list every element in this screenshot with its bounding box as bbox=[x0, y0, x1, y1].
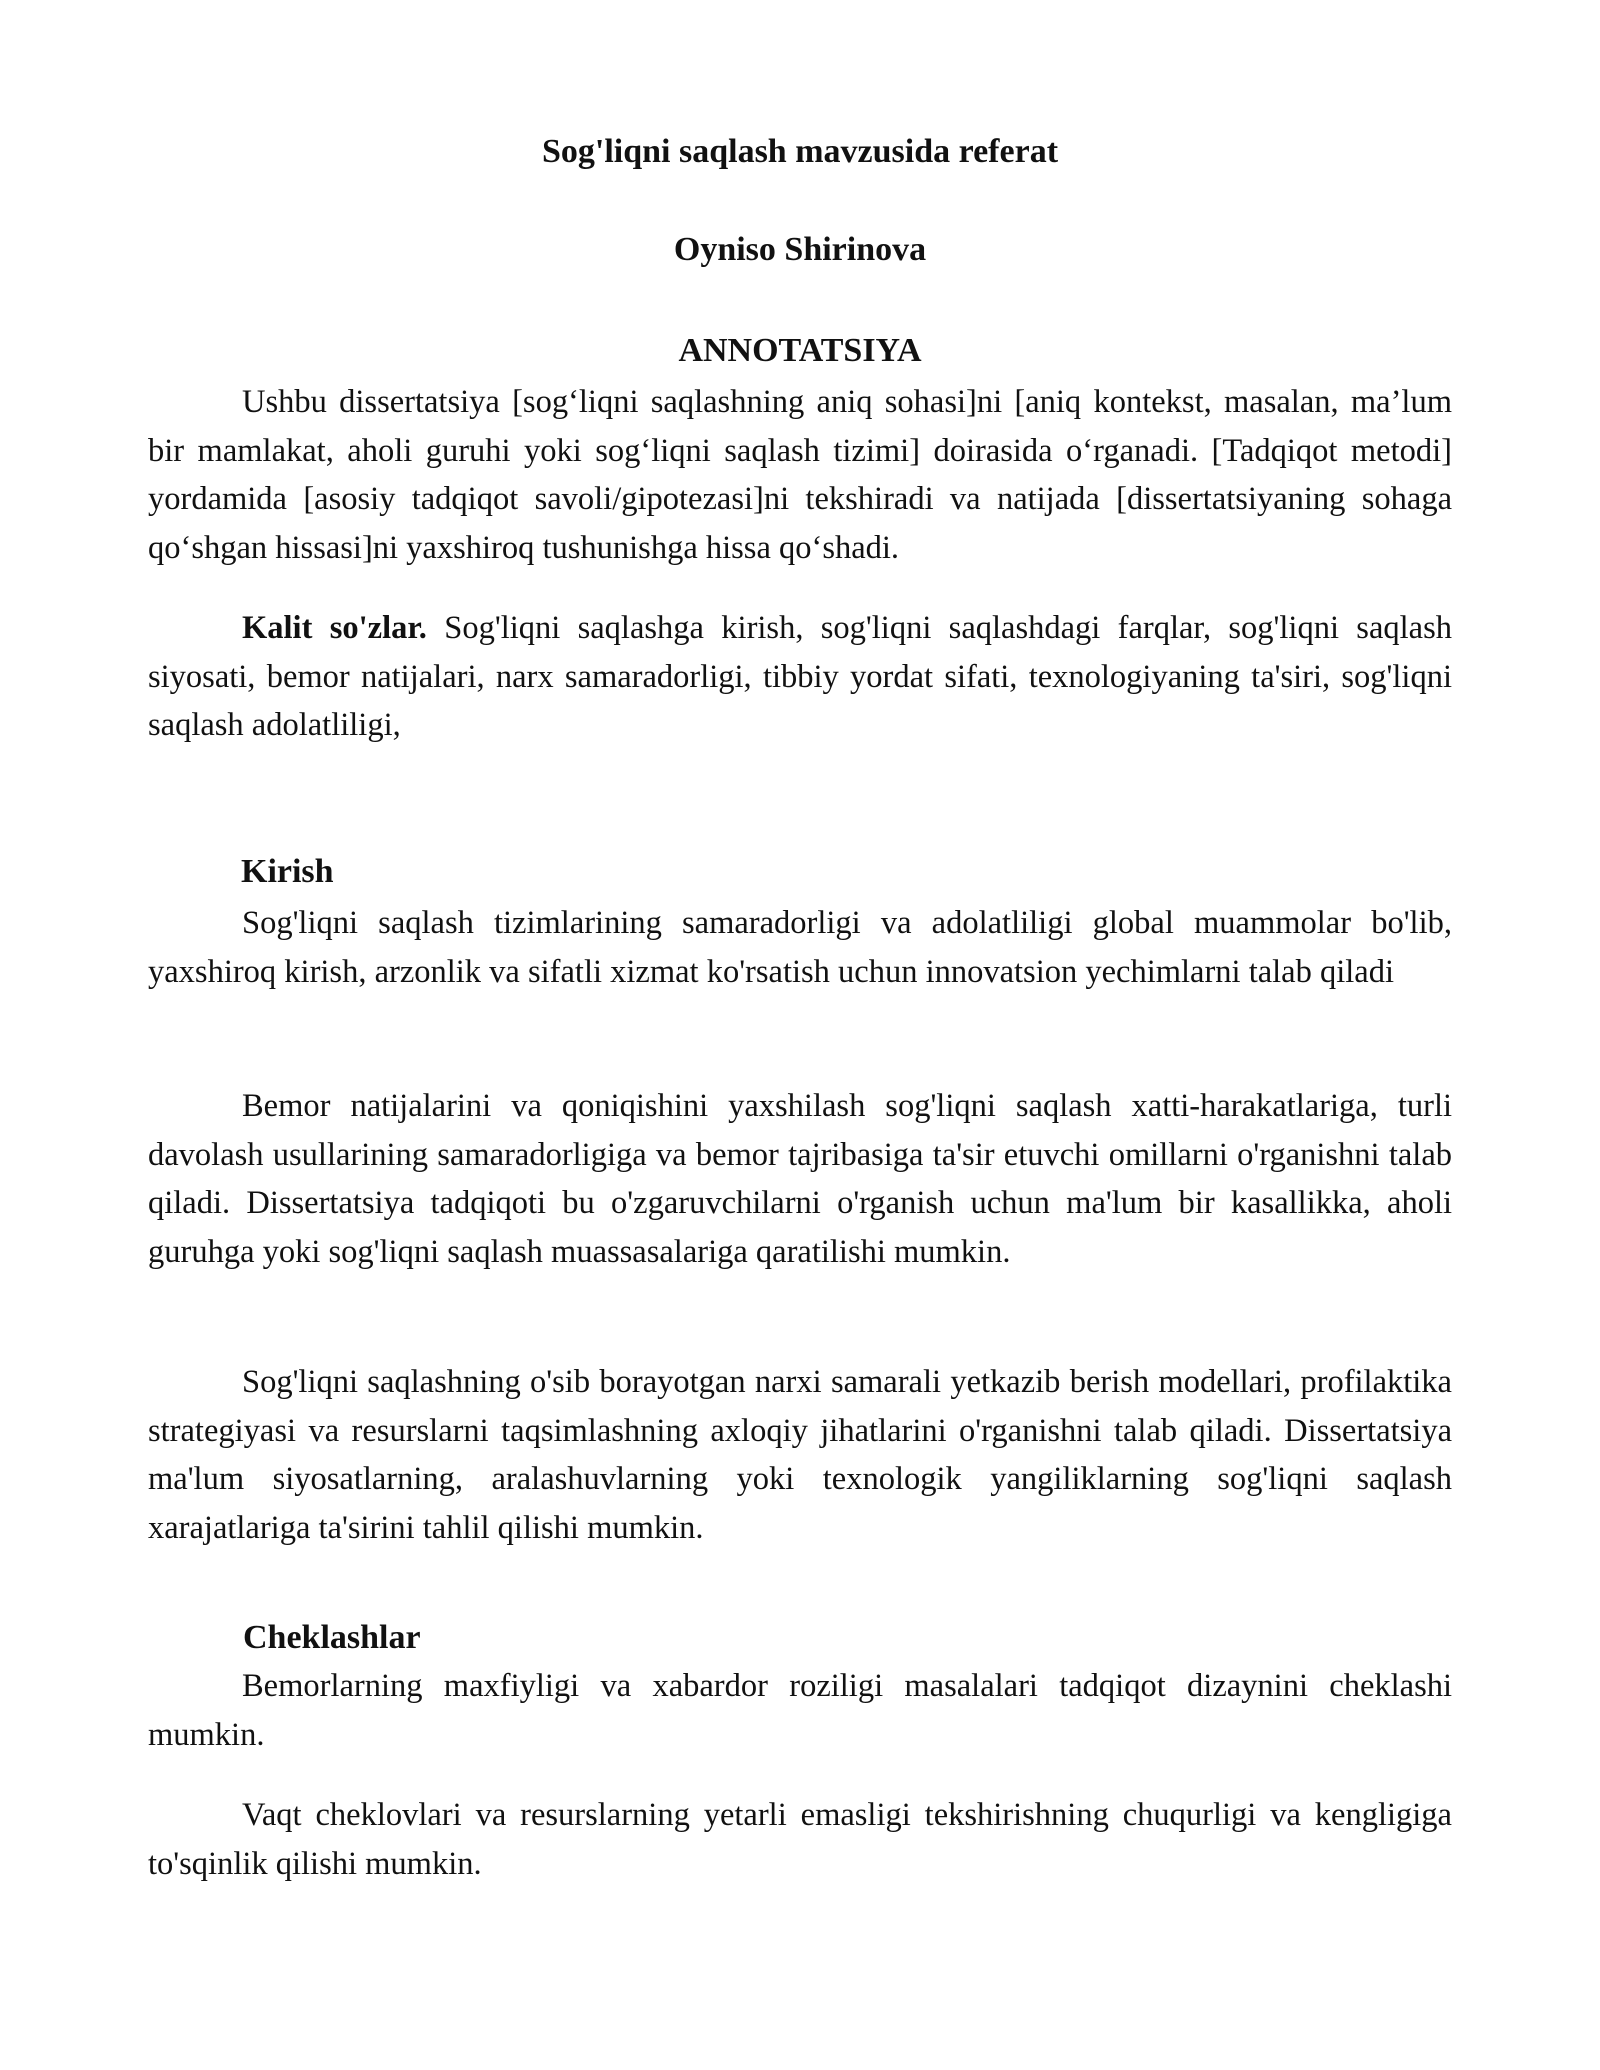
annotation-paragraph: Ushbu dissertatsiya [sog‘liqni saqlashning aniq sohasi]ni [aniq kontekst, masalan, ma’lum bir mamlakat, aholi guruhi yoki sog‘liqni saqlash tizimi] doirasida o‘rganadi. [Tadqiqot metodi] yordamida [asosiy tadqiqot savoli/gipotezasi]ni tekshiradi va natijada [dissertatsiyaning sohaga qo‘shgan hissasi]ni yaxshiroq tushunishga hissa qo‘shadi. bbox=[148, 384, 1452, 566]
author-name: Oyniso Shirinova bbox=[673, 231, 927, 268]
limits-paragraph-1: Bemorlarning maxfiyligi va xabardor roziligi masalalari tadqiqot dizaynini cheklashi mumkin. bbox=[148, 1668, 1452, 1753]
intro-paragraph-2: Bemor natijalarini va qoniqishini yaxshilash sog'liqni saqlash xatti-harakatlariga, turli davolash usullarining samaradorligiga va bemor tajribasiga ta'sir etuvchi omillarni o'rganishni talab qiladi. Dissertatsiya tadqiqoti bu o'zgaruvchilarni o'rganish uchun ma'lum bir kasallikka, aholi guruhga yoki sog'liqni saqlash muassasalariga qaratilishi mumkin. bbox=[148, 1088, 1452, 1270]
intro-paragraph-1: Sog'liqni saqlash tizimlarining samaradorligi va adolatliligi global muammolar bo'lib, yaxshiroq kirish, arzonlik va sifatli xizmat ko'rsatish uchun innovatsion yechimlarni talab qiladi bbox=[148, 905, 1452, 990]
annotation-heading: ANNOTATSIYA bbox=[678, 332, 922, 369]
intro-paragraph-3: Sog'liqni saqlashning o'sib borayotgan narxi samarali yetkazib berish modellari, profilaktika strategiyasi va resurslarni taqsimlashning axloqiy jihatlarini o'rganishni talab qiladi. Dissertatsiya ma'lum siyosatlarning, aralashuvlarning yoki texnologik yangiliklarning sog'liqni saqlash xarajatlariga ta'sirini tahlil qilishi mumkin. bbox=[148, 1364, 1452, 1546]
limits-paragraph-2: Vaqt cheklovlari va resurslarning yetarli emasligi tekshirishning chuqurligi va kengligiga to'sqinlik qilishi mumkin. bbox=[148, 1797, 1452, 1882]
intro-heading: Kirish bbox=[241, 853, 334, 890]
limits-heading: Cheklashlar bbox=[243, 1619, 421, 1656]
keywords-text: Sog'liqni saqlashga kirish, sog'liqni saqlashdagi farqlar, sog'liqni saqlash siyosati, bemor natijalari, narx samaradorligi, tibbiy yordat sifati, texnologiyaning ta'siri, sog'liqni saqlash adolatliligi, bbox=[148, 610, 1452, 743]
document-title: Sog'liqni saqlash mavzusida referat bbox=[541, 133, 1059, 170]
keywords-paragraph bbox=[148, 604, 1452, 750]
keywords-label: Kalit so'zlar. bbox=[242, 610, 427, 646]
